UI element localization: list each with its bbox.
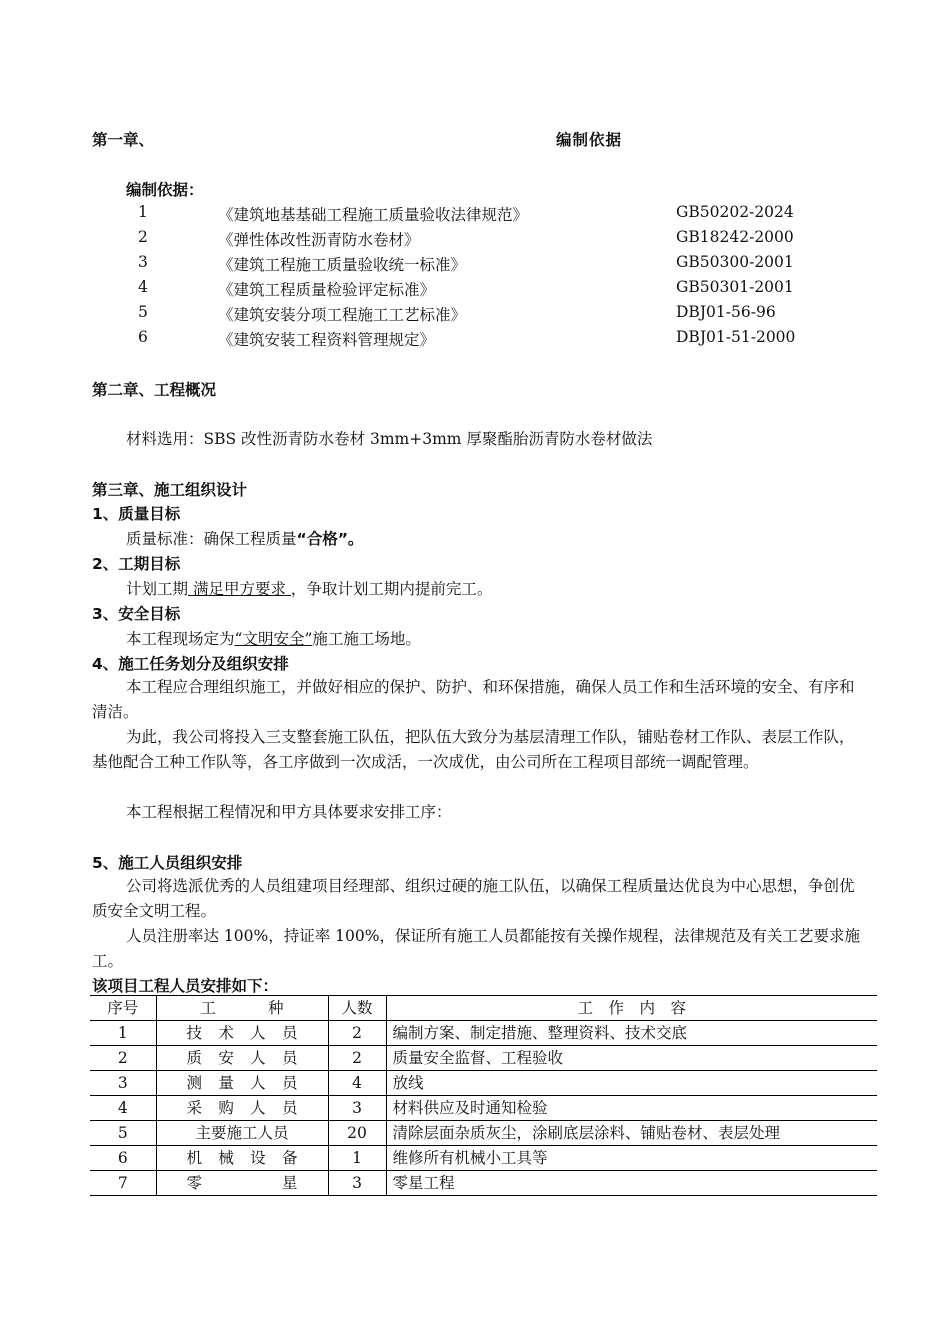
row-type: 主要施工人员: [156, 1121, 328, 1146]
row-type: [156, 1096, 328, 1121]
chapter3-heading: 第三章、施工组织设计: [92, 481, 248, 499]
material-text: 材料选用：SBS 改性沥青防水卷材 3mm+3mm 厚聚酯胎沥青防水卷材做法: [126, 430, 653, 448]
schedule-post: ，争取计划工期内提前完工。: [290, 580, 493, 598]
quality-standard: [126, 527, 363, 549]
basis-item-no: 6: [138, 328, 148, 346]
row-type-char: 人: [250, 1024, 266, 1042]
row-no: 2: [90, 1046, 156, 1071]
row-count: 20: [328, 1121, 386, 1146]
basis-item-code: GB50301-2001: [676, 278, 794, 296]
basis-item-title: 《建筑安装工程资料管理规定》: [218, 331, 436, 349]
row-type-char: 术: [218, 1024, 234, 1042]
row-work: 材料供应及时通知检验: [386, 1096, 877, 1121]
row-work: 清除层面杂质灰尘，涂刷底层涂料、铺贴卷材、表层处理: [386, 1121, 877, 1146]
table-row: [90, 1121, 877, 1146]
table-row: [90, 1071, 877, 1096]
row-type-char: 机: [186, 1149, 203, 1167]
basis-item-title: 《弹性体改性沥青防水卷材》: [218, 231, 420, 249]
basis-item-no: 4: [138, 278, 148, 296]
chapter1-label: 第一章、: [92, 131, 155, 149]
row-work: 质量安全监督、工程验收: [386, 1046, 877, 1071]
header-type: [156, 996, 328, 1021]
basis-item-no: 2: [138, 228, 148, 246]
header-type-char: 工: [200, 999, 217, 1017]
safety-underlined: “文明安全”: [234, 630, 313, 648]
row-work: 零星工程: [386, 1171, 877, 1196]
row-type-char: 技: [186, 1024, 203, 1042]
chapter1-title: 编制依据: [556, 131, 623, 149]
row-type-char: 员: [281, 1024, 298, 1042]
table-caption: 该项目工程人员安排如下：: [92, 977, 279, 995]
row-type-char: 星: [281, 1174, 298, 1192]
row-no: 3: [90, 1071, 156, 1096]
header-work-char: 内: [639, 999, 655, 1017]
section1-heading: 1、质量目标: [92, 505, 181, 523]
row-type-char: 采: [186, 1099, 203, 1117]
row-type: [156, 1171, 328, 1196]
section5-heading: 5、施工人员组织安排: [92, 854, 243, 872]
row-type-char: 测: [186, 1074, 203, 1092]
row-type-char: 购: [218, 1099, 234, 1117]
schedule-text: [126, 577, 492, 599]
section4-paragraph-1: 本工程应合理组织施工，并做好相应的保护、防护、和环保措施，确保人员工作和生活环境的安全、有序和清洁。: [92, 678, 855, 721]
header-work-char: 作: [608, 999, 624, 1017]
basis-item-title: 《建筑安装分项工程施工工艺标准》: [218, 306, 467, 324]
row-work: 维修所有机械小工具等: [386, 1146, 877, 1171]
table-row: [90, 1046, 877, 1071]
basis-item-code: DBJ01-51-2000: [676, 328, 796, 346]
row-count: 2: [328, 1046, 386, 1071]
section5-paragraph-1: 公司将选派优秀的人员组建项目经理部、组织过硬的施工队伍，以确保工程质量达优良为中心思想，争创优质安全文明工程。: [92, 877, 855, 920]
basis-item-code: DBJ01-56-96: [676, 303, 776, 321]
chapter2-heading: 第二章、工程概况: [92, 381, 217, 399]
row-type: [156, 1046, 328, 1071]
safety-text: [126, 627, 421, 649]
row-type-char: 安: [218, 1049, 234, 1067]
row-count: 3: [328, 1096, 386, 1121]
row-no: 5: [90, 1121, 156, 1146]
row-count: 2: [328, 1021, 386, 1046]
row-type-char: 人: [250, 1074, 266, 1092]
row-type-char: 人: [250, 1049, 266, 1067]
header-no: 序号: [90, 996, 156, 1021]
header-type-char: 种: [267, 999, 284, 1017]
basis-item-title: 《建筑地基基础工程施工质量验收法律规范》: [218, 206, 529, 224]
quality-standard-value: “合格”。: [296, 530, 364, 548]
row-type: [156, 1071, 328, 1096]
basis-item-code: GB50300-2001: [676, 253, 794, 271]
table-row: [90, 1021, 877, 1046]
row-no: 4: [90, 1096, 156, 1121]
row-no: 7: [90, 1171, 156, 1196]
safety-post: 施工施工场地。: [312, 630, 421, 648]
quality-standard-text: 质量标准：确保工程质量: [126, 530, 297, 548]
basis-item-no: 5: [138, 303, 148, 321]
row-count: 1: [328, 1146, 386, 1171]
section3-heading: 3、安全目标: [92, 605, 181, 623]
row-type-char: 备: [281, 1149, 298, 1167]
row-type-char: 量: [218, 1074, 234, 1092]
row-type-char: 质: [186, 1049, 203, 1067]
header-work-char: 容: [670, 999, 686, 1017]
basis-item-code: GB18242-2000: [676, 228, 794, 246]
row-type-char: 零: [186, 1174, 203, 1192]
row-type-char: 员: [281, 1099, 298, 1117]
basis-label: 编制依据：: [126, 181, 204, 199]
header-work-char: 工: [577, 999, 594, 1017]
header-count: 人数: [328, 996, 386, 1021]
row-type-char: 员: [281, 1074, 298, 1092]
schedule-underlined: 满足甲方要求: [188, 580, 291, 598]
safety-pre: 本工程现场定为: [126, 630, 235, 648]
row-type: [156, 1021, 328, 1046]
row-count: 4: [328, 1071, 386, 1096]
header-work: [386, 996, 877, 1021]
row-work: 放线: [386, 1071, 877, 1096]
section5-paragraph-2: 人员注册率达 100%，持证率 100%，保证所有施工人员都能按有关操作规程，法律规范及有关工艺要求施工。: [92, 927, 860, 970]
section4-paragraph-2: 为此，我公司将投入三支整套施工队伍，把队伍大致分为基层清理工作队，铺贴卷材工作队、表层工作队，基他配合工种工作队等，各工序做到一次成活，一次成优，由公司所在工程项目部统一调配管理。: [92, 728, 855, 771]
basis-item-code: GB50202-2024: [676, 203, 794, 221]
basis-item-no: 1: [138, 203, 148, 221]
table-row: [90, 1146, 877, 1171]
basis-item-title: 《建筑工程质量检验评定标准》: [218, 281, 436, 299]
section2-heading: 2、工期目标: [92, 555, 181, 573]
row-work: 编制方案、制定措施、整理资料、技术交底: [386, 1021, 877, 1046]
row-type-char: 械: [218, 1149, 234, 1167]
row-type-char: 员: [281, 1049, 298, 1067]
schedule-pre: 计划工期: [126, 580, 189, 598]
table-header-row: [90, 996, 877, 1021]
row-count: 3: [328, 1171, 386, 1196]
row-type-char: 人: [250, 1099, 266, 1117]
row-type: [156, 1146, 328, 1171]
staff-table: [90, 995, 877, 1196]
row-no: 1: [90, 1021, 156, 1046]
table-row: [90, 1096, 877, 1121]
basis-item-no: 3: [138, 253, 148, 271]
section4-paragraph-3: 本工程根据工程情况和甲方具体要求安排工序：: [126, 803, 452, 821]
row-no: 6: [90, 1146, 156, 1171]
section4-heading: 4、施工任务划分及组织安排: [92, 655, 289, 673]
table-row: [90, 1171, 877, 1196]
row-type-char: 设: [250, 1149, 266, 1167]
basis-item-title: 《建筑工程施工质量验收统一标准》: [218, 256, 467, 274]
